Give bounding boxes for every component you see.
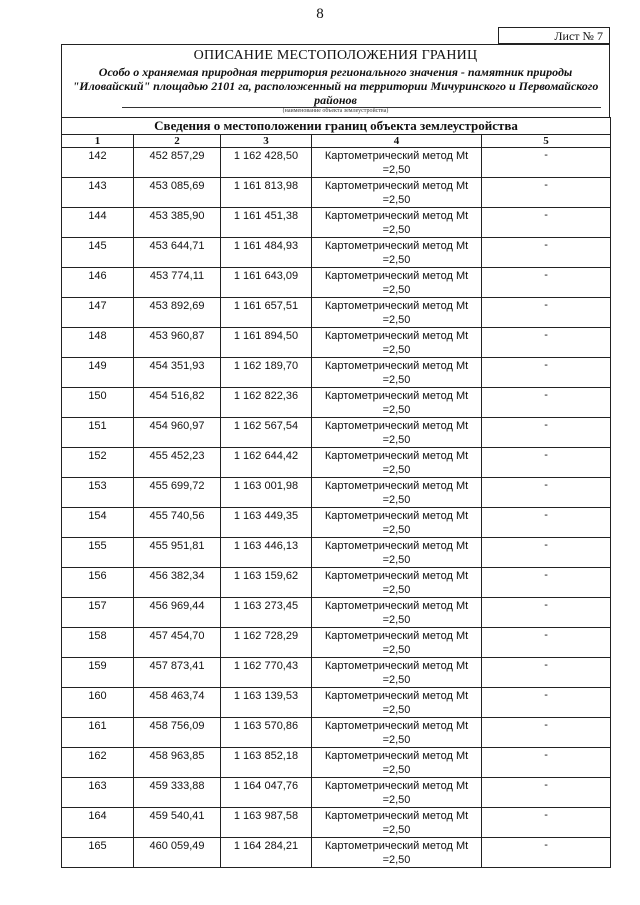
y-coordinate-cell: 1 162 189,70 xyxy=(221,358,312,388)
sheet-label: Лист № 7 xyxy=(498,27,610,44)
x-coordinate-cell: 455 452,23 xyxy=(134,448,221,478)
note-cell: - xyxy=(482,298,611,328)
table-row xyxy=(62,718,611,748)
point-number-cell: 142 xyxy=(62,148,134,178)
method-cell: Картометрический метод Mt =2,50 xyxy=(312,658,482,688)
point-number-cell: 148 xyxy=(62,328,134,358)
point-number-cell: 162 xyxy=(62,748,134,778)
column-number: 3 xyxy=(221,135,312,148)
note-cell: - xyxy=(482,418,611,448)
x-coordinate-cell: 453 774,11 xyxy=(134,268,221,298)
document-title: ОПИСАНИЕ МЕСТОПОЛОЖЕНИЯ ГРАНИЦ xyxy=(193,48,478,63)
y-coordinate-cell: 1 162 822,36 xyxy=(221,388,312,418)
table-row xyxy=(62,568,611,598)
note-cell: - xyxy=(482,358,611,388)
column-number: 1 xyxy=(62,135,134,148)
note-cell: - xyxy=(482,688,611,718)
document-header xyxy=(61,44,610,117)
x-coordinate-cell: 458 756,09 xyxy=(134,718,221,748)
y-coordinate-cell: 1 161 484,93 xyxy=(221,238,312,268)
table-row xyxy=(62,448,611,478)
method-cell: Картометрический метод Mt =2,50 xyxy=(312,838,482,868)
note-cell: - xyxy=(482,628,611,658)
method-cell: Картометрический метод Mt =2,50 xyxy=(312,628,482,658)
table-row xyxy=(62,508,611,538)
y-coordinate-cell: 1 162 567,54 xyxy=(221,418,312,448)
method-cell: Картометрический метод Mt =2,50 xyxy=(312,568,482,598)
note-cell: - xyxy=(482,718,611,748)
note-cell: - xyxy=(482,208,611,238)
x-coordinate-cell: 453 644,71 xyxy=(134,238,221,268)
x-coordinate-cell: 453 960,87 xyxy=(134,328,221,358)
x-coordinate-cell: 452 857,29 xyxy=(134,148,221,178)
table-row xyxy=(62,298,611,328)
x-coordinate-cell: 454 960,97 xyxy=(134,418,221,448)
table-row xyxy=(62,658,611,688)
table-row xyxy=(62,478,611,508)
y-coordinate-cell: 1 163 273,45 xyxy=(221,598,312,628)
y-coordinate-cell: 1 162 644,42 xyxy=(221,448,312,478)
note-cell: - xyxy=(482,598,611,628)
table-row xyxy=(62,688,611,718)
y-coordinate-cell: 1 163 139,53 xyxy=(221,688,312,718)
note-cell: - xyxy=(482,808,611,838)
boundary-coordinates-table xyxy=(61,117,611,868)
method-cell: Картометрический метод Mt =2,50 xyxy=(312,418,482,448)
y-coordinate-cell: 1 163 159,62 xyxy=(221,568,312,598)
x-coordinate-cell: 460 059,49 xyxy=(134,838,221,868)
note-cell: - xyxy=(482,508,611,538)
table-row xyxy=(62,838,611,868)
note-cell: - xyxy=(482,538,611,568)
document-subtitle: Особо о храняемая природная территория регионального значения - памятник природы "Иловайский" площадью 2101 га, расположенный на территории Мичуринского и Первомайского районов xyxy=(72,65,599,107)
section-title: Сведения о местоположении границ объекта землеустройства xyxy=(62,118,611,135)
note-cell: - xyxy=(482,778,611,808)
table-row xyxy=(62,238,611,268)
method-cell: Картометрический метод Mt =2,50 xyxy=(312,448,482,478)
y-coordinate-cell: 1 162 770,43 xyxy=(221,658,312,688)
method-cell: Картометрический метод Mt =2,50 xyxy=(312,388,482,418)
y-coordinate-cell: 1 163 001,98 xyxy=(221,478,312,508)
point-number-cell: 164 xyxy=(62,808,134,838)
note-cell: - xyxy=(482,238,611,268)
table-body xyxy=(62,148,611,868)
method-cell: Картометрический метод Mt =2,50 xyxy=(312,778,482,808)
x-coordinate-cell: 454 516,82 xyxy=(134,388,221,418)
point-number-cell: 155 xyxy=(62,538,134,568)
method-cell: Картометрический метод Mt =2,50 xyxy=(312,358,482,388)
point-number-cell: 158 xyxy=(62,628,134,658)
note-cell: - xyxy=(482,478,611,508)
note-cell: - xyxy=(482,448,611,478)
point-number-cell: 145 xyxy=(62,238,134,268)
method-cell: Картометрический метод Mt =2,50 xyxy=(312,508,482,538)
column-number: 2 xyxy=(134,135,221,148)
table-row xyxy=(62,268,611,298)
point-number-cell: 157 xyxy=(62,598,134,628)
table-row xyxy=(62,418,611,448)
method-cell: Картометрический метод Mt =2,50 xyxy=(312,718,482,748)
point-number-cell: 165 xyxy=(62,838,134,868)
x-coordinate-cell: 459 333,88 xyxy=(134,778,221,808)
point-number-cell: 163 xyxy=(62,778,134,808)
note-cell: - xyxy=(482,148,611,178)
column-number-row xyxy=(62,135,611,148)
note-cell: - xyxy=(482,838,611,868)
note-cell: - xyxy=(482,268,611,298)
y-coordinate-cell: 1 162 428,50 xyxy=(221,148,312,178)
note-cell: - xyxy=(482,568,611,598)
point-number-cell: 150 xyxy=(62,388,134,418)
point-number-cell: 146 xyxy=(62,268,134,298)
x-coordinate-cell: 459 540,41 xyxy=(134,808,221,838)
method-cell: Картометрический метод Mt =2,50 xyxy=(312,748,482,778)
point-number-cell: 153 xyxy=(62,478,134,508)
y-coordinate-cell: 1 163 570,86 xyxy=(221,718,312,748)
table-row xyxy=(62,748,611,778)
table-row xyxy=(62,598,611,628)
object-name-caption: (наименование объекта землеустройства) xyxy=(282,108,389,114)
column-number: 5 xyxy=(482,135,611,148)
point-number-cell: 143 xyxy=(62,178,134,208)
y-coordinate-cell: 1 163 852,18 xyxy=(221,748,312,778)
point-number-cell: 151 xyxy=(62,418,134,448)
page-number: 8 xyxy=(316,6,324,22)
x-coordinate-cell: 456 969,44 xyxy=(134,598,221,628)
point-number-cell: 152 xyxy=(62,448,134,478)
table-row xyxy=(62,538,611,568)
method-cell: Картометрический метод Mt =2,50 xyxy=(312,538,482,568)
method-cell: Картометрический метод Mt =2,50 xyxy=(312,328,482,358)
point-number-cell: 159 xyxy=(62,658,134,688)
table-row xyxy=(62,808,611,838)
table-row xyxy=(62,628,611,658)
y-coordinate-cell: 1 161 894,50 xyxy=(221,328,312,358)
note-cell: - xyxy=(482,388,611,418)
method-cell: Картометрический метод Mt =2,50 xyxy=(312,688,482,718)
method-cell: Картометрический метод Mt =2,50 xyxy=(312,268,482,298)
y-coordinate-cell: 1 164 284,21 xyxy=(221,838,312,868)
method-cell: Картометрический метод Mt =2,50 xyxy=(312,178,482,208)
table-row xyxy=(62,148,611,178)
point-number-cell: 147 xyxy=(62,298,134,328)
y-coordinate-cell: 1 163 987,58 xyxy=(221,808,312,838)
y-coordinate-cell: 1 161 643,09 xyxy=(221,268,312,298)
point-number-cell: 154 xyxy=(62,508,134,538)
method-cell: Картометрический метод Mt =2,50 xyxy=(312,478,482,508)
note-cell: - xyxy=(482,748,611,778)
table-row xyxy=(62,358,611,388)
y-coordinate-cell: 1 163 446,13 xyxy=(221,538,312,568)
table-row xyxy=(62,178,611,208)
point-number-cell: 161 xyxy=(62,718,134,748)
table-row xyxy=(62,388,611,418)
x-coordinate-cell: 456 382,34 xyxy=(134,568,221,598)
method-cell: Картометрический метод Mt =2,50 xyxy=(312,808,482,838)
method-cell: Картометрический метод Mt =2,50 xyxy=(312,238,482,268)
method-cell: Картометрический метод Mt =2,50 xyxy=(312,208,482,238)
point-number-cell: 156 xyxy=(62,568,134,598)
y-coordinate-cell: 1 161 813,98 xyxy=(221,178,312,208)
x-coordinate-cell: 453 085,69 xyxy=(134,178,221,208)
table-row xyxy=(62,208,611,238)
x-coordinate-cell: 455 951,81 xyxy=(134,538,221,568)
note-cell: - xyxy=(482,658,611,688)
x-coordinate-cell: 453 385,90 xyxy=(134,208,221,238)
note-cell: - xyxy=(482,178,611,208)
y-coordinate-cell: 1 163 449,35 xyxy=(221,508,312,538)
x-coordinate-cell: 453 892,69 xyxy=(134,298,221,328)
method-cell: Картометрический метод Mt =2,50 xyxy=(312,148,482,178)
table-row xyxy=(62,778,611,808)
y-coordinate-cell: 1 162 728,29 xyxy=(221,628,312,658)
y-coordinate-cell: 1 164 047,76 xyxy=(221,778,312,808)
y-coordinate-cell: 1 161 451,38 xyxy=(221,208,312,238)
x-coordinate-cell: 457 454,70 xyxy=(134,628,221,658)
method-cell: Картометрический метод Mt =2,50 xyxy=(312,598,482,628)
note-cell: - xyxy=(482,328,611,358)
x-coordinate-cell: 455 699,72 xyxy=(134,478,221,508)
x-coordinate-cell: 458 463,74 xyxy=(134,688,221,718)
point-number-cell: 144 xyxy=(62,208,134,238)
x-coordinate-cell: 457 873,41 xyxy=(134,658,221,688)
point-number-cell: 149 xyxy=(62,358,134,388)
column-number: 4 xyxy=(312,135,482,148)
method-cell: Картометрический метод Mt =2,50 xyxy=(312,298,482,328)
y-coordinate-cell: 1 161 657,51 xyxy=(221,298,312,328)
x-coordinate-cell: 455 740,56 xyxy=(134,508,221,538)
x-coordinate-cell: 454 351,93 xyxy=(134,358,221,388)
x-coordinate-cell: 458 963,85 xyxy=(134,748,221,778)
table-row xyxy=(62,328,611,358)
point-number-cell: 160 xyxy=(62,688,134,718)
